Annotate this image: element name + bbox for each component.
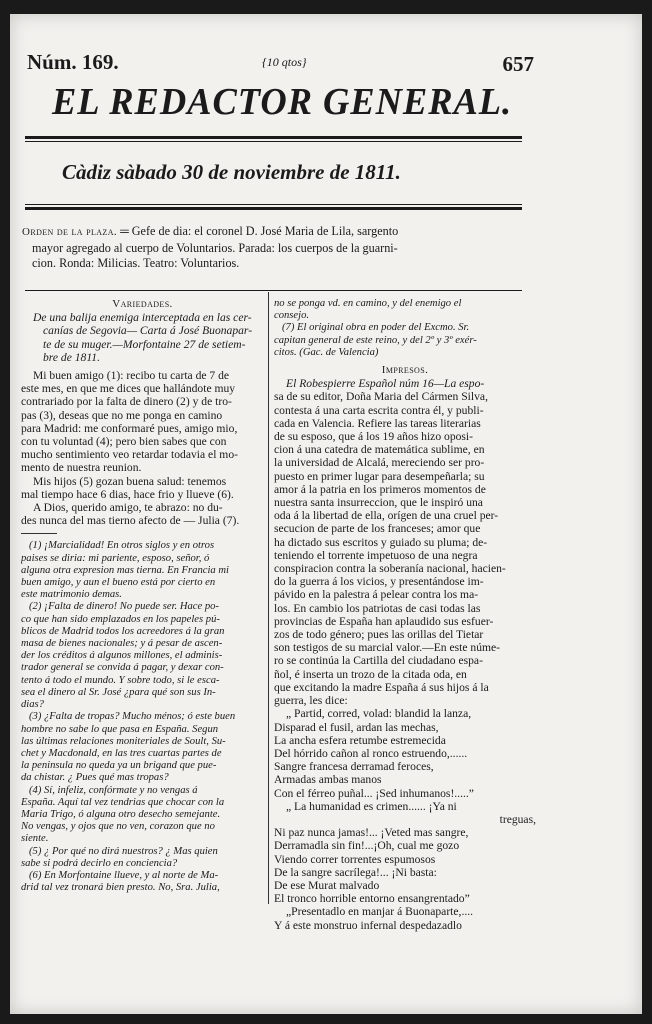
footnote-line: der los créditos á algunos millones, el adminis- bbox=[21, 650, 223, 662]
impresos-line: contesta á una carta escrita contra él, y publi- bbox=[274, 403, 484, 417]
variedades-intro bbox=[21, 311, 264, 364]
orden-line: ═ Gefe de dia: el coronel D. José Maria de Lila, sargento bbox=[120, 224, 399, 238]
footnote-line: consejo. bbox=[274, 310, 310, 322]
poem-line: Del hórrido cañon al ronco estruendo,...... bbox=[274, 746, 468, 760]
poem bbox=[274, 707, 536, 931]
newspaper-page bbox=[10, 14, 642, 1014]
letter-line: mucho sentimiento veo retardar todavia el mo- bbox=[21, 448, 238, 462]
footnote-line: paises se diria: mi pariente, esposo, señor, ó bbox=[21, 552, 210, 564]
impresos-line: conspiracion contra la soberanía nacional, hacien- bbox=[274, 562, 506, 576]
column-divider bbox=[268, 292, 269, 904]
impresos-line: de su esposo, que á los 19 años hizo oposi- bbox=[274, 430, 474, 444]
footnote-line: dias? bbox=[21, 699, 44, 711]
impresos-line: nuestra santa insurreccion, que le inspiró una bbox=[274, 496, 483, 510]
footnote-line: No vengas, y ojos que no ven, corazon que no bbox=[21, 821, 215, 833]
poem-line: „Presentadlo en manjar á Buonaparte,.... bbox=[286, 905, 474, 919]
poem-line: Disparad el fusil, ardan las mechas, bbox=[274, 720, 439, 734]
orden-label: Orden de la plaza. bbox=[22, 226, 118, 238]
letter-line: mal tiempo hace 6 dias, hace frio y llueve (6). bbox=[21, 487, 234, 501]
impresos-line: El Robespierre Español núm 16—La espo- bbox=[286, 377, 485, 391]
intro-line: bre de 1811. bbox=[43, 350, 100, 364]
left-column bbox=[21, 298, 264, 894]
footnote-line: alguna otra expresion mas tierna. En Francia mi bbox=[21, 564, 229, 576]
footnote-rule bbox=[21, 533, 57, 534]
impresos-line: teniendo el torrente impetuoso de una negra bbox=[274, 548, 478, 562]
footnote-line: (6) En Morfontaine llueve, y al norte de Ma- bbox=[29, 869, 219, 881]
dateline: Càdiz sàbado 30 de noviembre de 1811. bbox=[62, 160, 401, 184]
impresos-heading: Impresos. bbox=[381, 364, 429, 377]
continued-footnote bbox=[274, 298, 536, 359]
impresos-line: pávido en la palestra á pelear contra los ma- bbox=[274, 588, 479, 602]
footnote-line: España. Aquí tal vez tendrias que chocar con la bbox=[21, 796, 225, 808]
impresos-line: la universidad de Alcalá, mereciendo ser pro- bbox=[274, 456, 485, 470]
letter-line: con tu voluntad (4); pero bien sabes que con bbox=[21, 435, 227, 449]
footnote-line: (5) ¿ Por qué no dirá nuestros? ¿ Mas quien bbox=[29, 845, 218, 857]
intro-line: canías de Segovia— Carta á José Buonapar- bbox=[43, 324, 253, 338]
footnote-line: masa de bienes nacionales; y á pesar de ascen- bbox=[21, 638, 223, 650]
footnote-line: (4) Sí, infeliz, confórmate y no vengas á bbox=[29, 784, 198, 796]
impresos-line: ro se continúa la Cartilla del ciudadano espa- bbox=[274, 654, 483, 668]
poem-line: El tronco horrible entorno ensangrentado” bbox=[274, 892, 470, 906]
impresos-line: do la guerra á los vicios, y presentándose im- bbox=[274, 575, 484, 589]
right-column bbox=[274, 298, 536, 932]
poem-line: Con el férreo puñal... ¡Sed inhumanos!.....” bbox=[274, 786, 474, 800]
letter-line: para Madrid: me conformaré pues, amigo mio, bbox=[21, 421, 238, 435]
masthead-rule-thin bbox=[25, 141, 522, 142]
impresos-line: cada en Valencia. Refiere las tareas literarias bbox=[274, 416, 481, 430]
footnote-line: este matrimonio demas. bbox=[21, 589, 122, 601]
footnote-line: buen amigo, y aun el bueno está por cierto en bbox=[21, 577, 216, 589]
poem-line: Ni paz nunca jamas!... ¡Veted mas sangre, bbox=[274, 826, 469, 840]
letter-line: A Dios, querido amigo, te abrazo: no du- bbox=[33, 501, 223, 515]
footnote-line: Maria Trigo, ó alguna otro desecho semejante. bbox=[21, 808, 221, 820]
page-number: 657 bbox=[502, 52, 534, 76]
impresos-line: amor á la patria en los primeros momentos de bbox=[274, 482, 486, 496]
poem-line: Y á este monstruo infernal despedazadlo bbox=[274, 918, 462, 932]
impresos-line: guerra, les dice: bbox=[274, 694, 348, 708]
intro-line: De una balija enemiga interceptada en las cer- bbox=[33, 311, 252, 325]
poem-line: „ La humanidad es crimen...... ¡Ya ni bbox=[286, 799, 457, 813]
footnote-line: (1) ¡Marcialidad! En otros siglos y en otros bbox=[29, 540, 215, 552]
letter-line: des nunca del mas tierno afecto de — Julia (7). bbox=[21, 514, 240, 528]
poem-line: De ese Murat malvado bbox=[274, 878, 380, 892]
poem-line: Sangre francesa derramad feroces, bbox=[274, 760, 434, 774]
variedades-heading: Variedades. bbox=[112, 298, 173, 310]
orden-line: mayor agregado al cuerpo de Voluntarios. Parada: los cuerpos de la guarni- bbox=[32, 240, 398, 255]
poem-line: Armadas ambas manos bbox=[274, 773, 382, 787]
impresos-text bbox=[274, 377, 536, 707]
footnote-line: blicos de Madrid todos los acreedores á la gran bbox=[21, 625, 225, 637]
dateline-rule bbox=[25, 207, 522, 210]
footnote-line: tento á todo el mundo. Y sobre todo, si le esca- bbox=[21, 674, 220, 686]
footnote-line: no se ponga vd. en camino, y del enemigo el bbox=[274, 298, 462, 309]
footnote-line: hombre no sabe lo que pasa en España. Segun bbox=[21, 723, 219, 735]
poem-line: Derramadla sin fin!...¡Oh, cual me gozo bbox=[274, 839, 460, 853]
impresos-line: que excitando la madre España á sus hijos á la bbox=[274, 680, 489, 694]
letter-line: Mi buen amigo (1): recibo tu carta de 7 de bbox=[33, 369, 230, 383]
section-rule bbox=[25, 290, 522, 291]
masthead: EL REDACTOR GENERAL. bbox=[52, 81, 513, 123]
orden-line: cion. Ronda: Milicias. Teatro: Voluntarios. bbox=[32, 256, 240, 270]
impresos-line: puesto en primer lugar para desempeñarla; su bbox=[274, 469, 485, 483]
footnote-line: citos. (Gac. de Valencia) bbox=[274, 346, 379, 358]
poem-line: Viendo correr torrentes espumosos bbox=[274, 852, 436, 866]
impresos-line: provincias de España han aplaudido sus esfuer- bbox=[274, 614, 494, 628]
poem-line: treguas, bbox=[499, 812, 536, 826]
impresos-line: cion á una catedra de matemática sublime, en bbox=[274, 443, 485, 457]
letter-line: este mes, en que me dices que hallándote muy bbox=[21, 382, 236, 396]
letter-line: contrariado por la falta de dinero (2) y de tro- bbox=[21, 395, 232, 409]
footnote-line: da chistar. ¿ Pues qué mas tropas? bbox=[21, 772, 169, 784]
letter-line: Mis hijos (5) gozan buena salud: tenemos bbox=[33, 474, 227, 488]
footnote-line: (7) El original obra en poder del Excmo. Sr. bbox=[282, 322, 470, 334]
impresos-line: zos de todo género; pues las orillas del Tietar bbox=[274, 628, 484, 642]
poem-line: „ Partid, corred, volad: blandid la lanza, bbox=[286, 707, 472, 721]
dateline-rule-thin bbox=[25, 204, 522, 205]
impresos-line: son testigos de su marcial valor.—En este núme- bbox=[274, 641, 501, 655]
letter-line: pas (3), deseas que no me ponga en camino bbox=[21, 408, 223, 422]
impresos-line: ha dictado sus escritos y guiado su pluma; de- bbox=[274, 535, 488, 549]
footnote-line: siente. bbox=[21, 833, 49, 845]
footnote-line: las últimas relaciones moniteriales de Soult, Su- bbox=[21, 735, 226, 747]
footnote-line: (2) ¡Falta de dinero! No puede ser. Hace po- bbox=[29, 601, 219, 613]
impresos-line: sa de su editor, Doña Maria del Cármen Silva, bbox=[274, 390, 488, 404]
poem-line: De la sangre sacrílega!... ¡Ni basta: bbox=[274, 865, 437, 879]
poem-line: La ancha esfera retumbe estremecida bbox=[274, 733, 446, 747]
impresos-line: secucion de parte de los franceses; amor que bbox=[274, 522, 481, 536]
price: {10 qtos} bbox=[262, 55, 307, 69]
footnote-line: trador general se convida á pagar, y dexar con- bbox=[21, 662, 224, 674]
footnote-line: sea el dinero al Sr. José ¿para qué son sus In- bbox=[21, 686, 216, 698]
footnote-line: co que han sido emplazados en los papeles pú- bbox=[21, 613, 220, 625]
letter-line: mento de nuestra reunion. bbox=[21, 461, 142, 475]
issue-number: Núm. 169. bbox=[27, 50, 119, 74]
footnote-line: sabe si podrá decirlo en conciencia? bbox=[21, 857, 178, 869]
impresos-line: oda á la libertad de ella, orígen de una cruel per- bbox=[274, 509, 499, 523]
footnote-line: la peninsula no queda ya un brigand que pue- bbox=[21, 760, 217, 772]
impresos-line: los. En cambio los patriotas de casi todas las bbox=[274, 601, 481, 615]
orden-de-la-plaza bbox=[22, 224, 524, 272]
footnotes bbox=[21, 540, 264, 894]
footnote-line: (3) ¿Falta de tropas? Mucho ménos; ó este buen bbox=[29, 711, 236, 723]
masthead-rule bbox=[25, 136, 522, 139]
letter-text bbox=[21, 369, 264, 527]
footnote-line: capitan general de este reino, y del 2º y 3º exér- bbox=[274, 334, 477, 346]
impresos-line: ñol, é inserta un trozo de la citada oda, en bbox=[274, 667, 467, 681]
footnote-line: chet y Macdonald, en las tres cuartas partes de bbox=[21, 747, 222, 759]
footnote-line: drid tal vez tronará bien presto. No, Sra. Julia, bbox=[21, 882, 220, 894]
intro-line: te de su muger.—Morfontaine 27 de setiem- bbox=[43, 337, 246, 351]
